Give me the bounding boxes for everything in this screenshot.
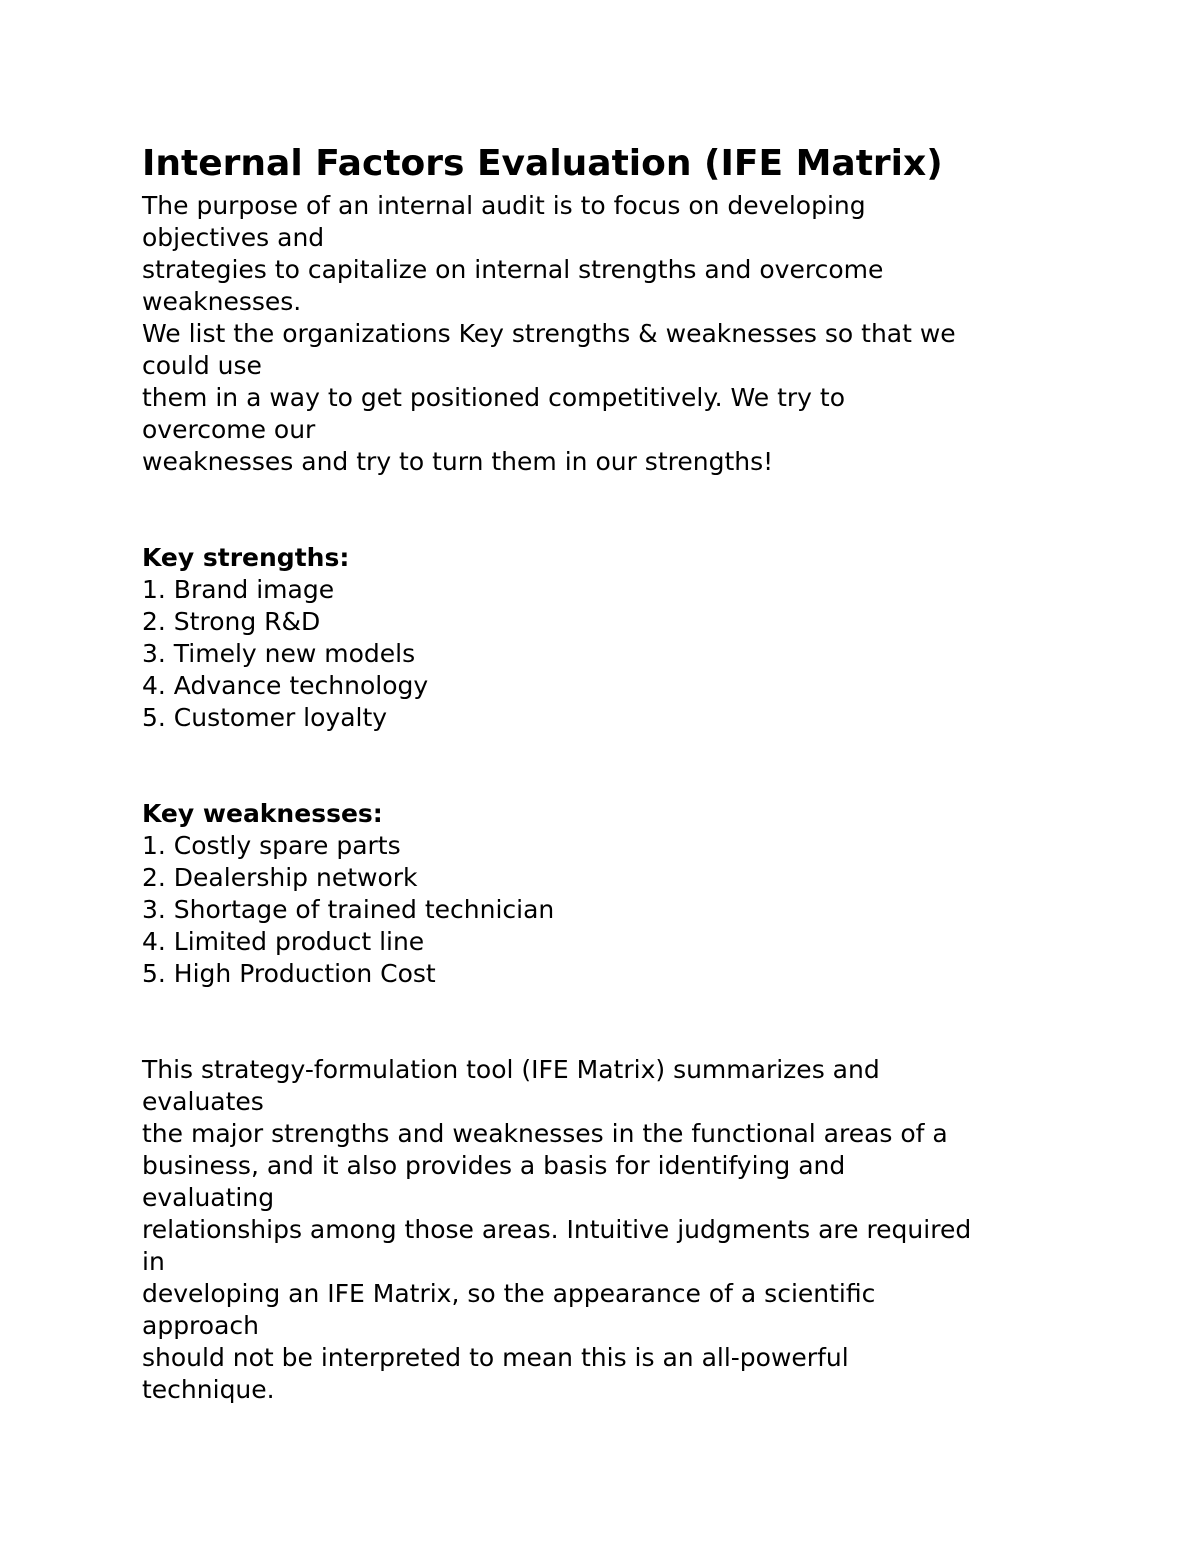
conclusion-line: business, and it also provides a basis for identifying and [142, 1151, 846, 1180]
strengths-heading: Key strengths: [142, 543, 350, 572]
conclusion-line: in [142, 1247, 165, 1276]
weaknesses-heading: Key weaknesses: [142, 799, 383, 828]
intro-line: The purpose of an internal audit is to focus on developing [142, 191, 866, 220]
strength-item: 1. Brand image [142, 575, 335, 604]
conclusion-line: technique. [142, 1375, 275, 1404]
conclusion-line: should not be interpreted to mean this is an all-powerful [142, 1343, 849, 1372]
spacer [142, 734, 1102, 798]
intro-line: strategies to capitalize on internal strengths and overcome [142, 255, 884, 284]
intro-paragraph [142, 190, 1102, 478]
spacer [142, 478, 1102, 542]
intro-line: weaknesses. [142, 287, 302, 316]
intro-line: We list the organizations Key strengths & weaknesses so that we [142, 319, 956, 348]
conclusion-paragraph [142, 1054, 1102, 1406]
conclusion-line: relationships among those areas. Intuitive judgments are required [142, 1215, 972, 1244]
weakness-item: 1. Costly spare parts [142, 831, 401, 860]
intro-line: them in a way to get positioned competitively. We try to [142, 383, 845, 412]
weakness-item: 4. Limited product line [142, 927, 425, 956]
intro-line: could use [142, 351, 262, 380]
document-title: Internal Factors Evaluation (IFE Matrix) [142, 143, 943, 184]
intro-line: overcome our [142, 415, 316, 444]
conclusion-line: evaluating [142, 1183, 275, 1212]
conclusion-line: evaluates [142, 1087, 264, 1116]
weaknesses-section [142, 798, 1102, 990]
intro-line: weaknesses and try to turn them in our strengths! [142, 447, 774, 476]
strength-item: 2. Strong R&D [142, 607, 321, 636]
conclusion-line: the major strengths and weaknesses in the functional areas of a [142, 1119, 948, 1148]
intro-line: objectives and [142, 223, 325, 252]
spacer [142, 990, 1102, 1054]
weakness-item: 5. High Production Cost [142, 959, 436, 988]
conclusion-line: This strategy-formulation tool (IFE Matrix) summarizes and [142, 1055, 880, 1084]
strength-item: 3. Timely new models [142, 639, 416, 668]
strength-item: 5. Customer loyalty [142, 703, 388, 732]
strengths-section [142, 542, 1102, 734]
document-page [142, 140, 1102, 1406]
strength-item: 4. Advance technology [142, 671, 429, 700]
weakness-item: 3. Shortage of trained technician [142, 895, 555, 924]
conclusion-line: approach [142, 1311, 259, 1340]
weakness-item: 2. Dealership network [142, 863, 418, 892]
conclusion-line: developing an IFE Matrix, so the appearance of a scientific [142, 1279, 876, 1308]
